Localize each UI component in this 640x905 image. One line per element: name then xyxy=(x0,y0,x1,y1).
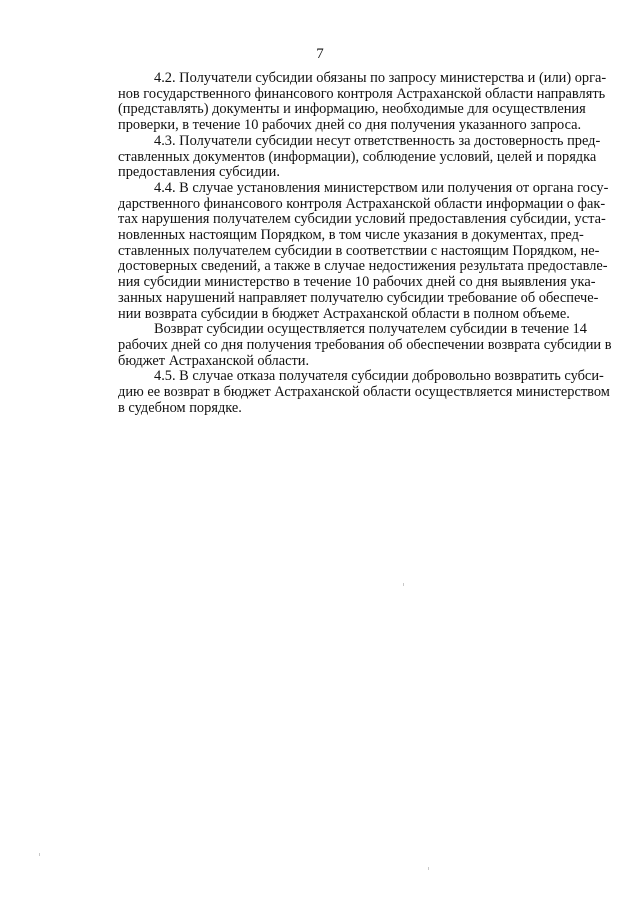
scan-speck xyxy=(428,867,429,870)
text-line: Возврат субсидии осуществляется получателем субсидии в течение 14 xyxy=(154,321,587,338)
text-line: (представлять) документы и информацию, необходимые для осуществления xyxy=(118,101,586,118)
text-line: ставленных документов (информации), соблюдение условий, целей и порядка xyxy=(118,148,597,165)
paragraph-4-5 xyxy=(118,368,610,416)
scan-speck xyxy=(39,853,40,856)
text-line: в судебном порядке. xyxy=(118,399,242,416)
paragraph-4-2 xyxy=(118,70,607,134)
text-line: тах нарушения получателем субсидии условий предоставления субсидии, уста- xyxy=(118,211,606,228)
text-line: новленных настоящим Порядком, в том числе указания в документах, пред- xyxy=(118,227,584,244)
paragraph-4-3 xyxy=(118,132,601,181)
text-line: достоверных сведений, а также в случае недостижения результата предоставле- xyxy=(118,258,608,275)
text-line: дию ее возврат в бюджет Астраханской области осуществляется министерством xyxy=(118,384,610,401)
document-body xyxy=(118,70,612,416)
scan-speck xyxy=(403,583,404,586)
page-number: 7 xyxy=(316,46,324,62)
text-line: нии возврата субсидии в бюджет Астраханской области в полном объеме. xyxy=(118,305,570,322)
paragraph-4-4 xyxy=(118,179,609,322)
text-line: 4.2. Получатели субсидии обязаны по запросу министерства и (или) орга- xyxy=(154,70,607,86)
text-line: проверки, в течение 10 рабочих дней со дня получения указанного запроса. xyxy=(118,117,582,134)
text-line: нов государственного финансового контроля Астраханской области направлять xyxy=(118,85,606,102)
paragraph-refund xyxy=(118,321,612,369)
text-line: 4.5. В случае отказа получателя субсидии добровольно возвратить субси- xyxy=(154,368,604,385)
text-line: 4.4. В случае установления министерством или получения от органа госу- xyxy=(154,179,609,196)
text-line: дарственного финансового контроля Астраханской области информации о фак- xyxy=(118,195,606,212)
text-line: предоставления субсидии. xyxy=(118,164,280,181)
text-line: ния субсидии министерство в течение 10 рабочих дней со дня выявления ука- xyxy=(118,274,596,291)
text-line: 4.3. Получатели субсидии несут ответственность за достоверность пред- xyxy=(154,132,601,149)
text-line: бюджет Астраханской области. xyxy=(118,352,310,369)
text-line: рабочих дней со дня получения требования об обеспечении возврата субсидии в xyxy=(118,336,612,353)
text-line: занных нарушений направляет получателю субсидии требование об обеспече- xyxy=(118,289,599,306)
text-line: ставленных получателем субсидии в соответствии с настоящим Порядком, не- xyxy=(118,242,600,259)
